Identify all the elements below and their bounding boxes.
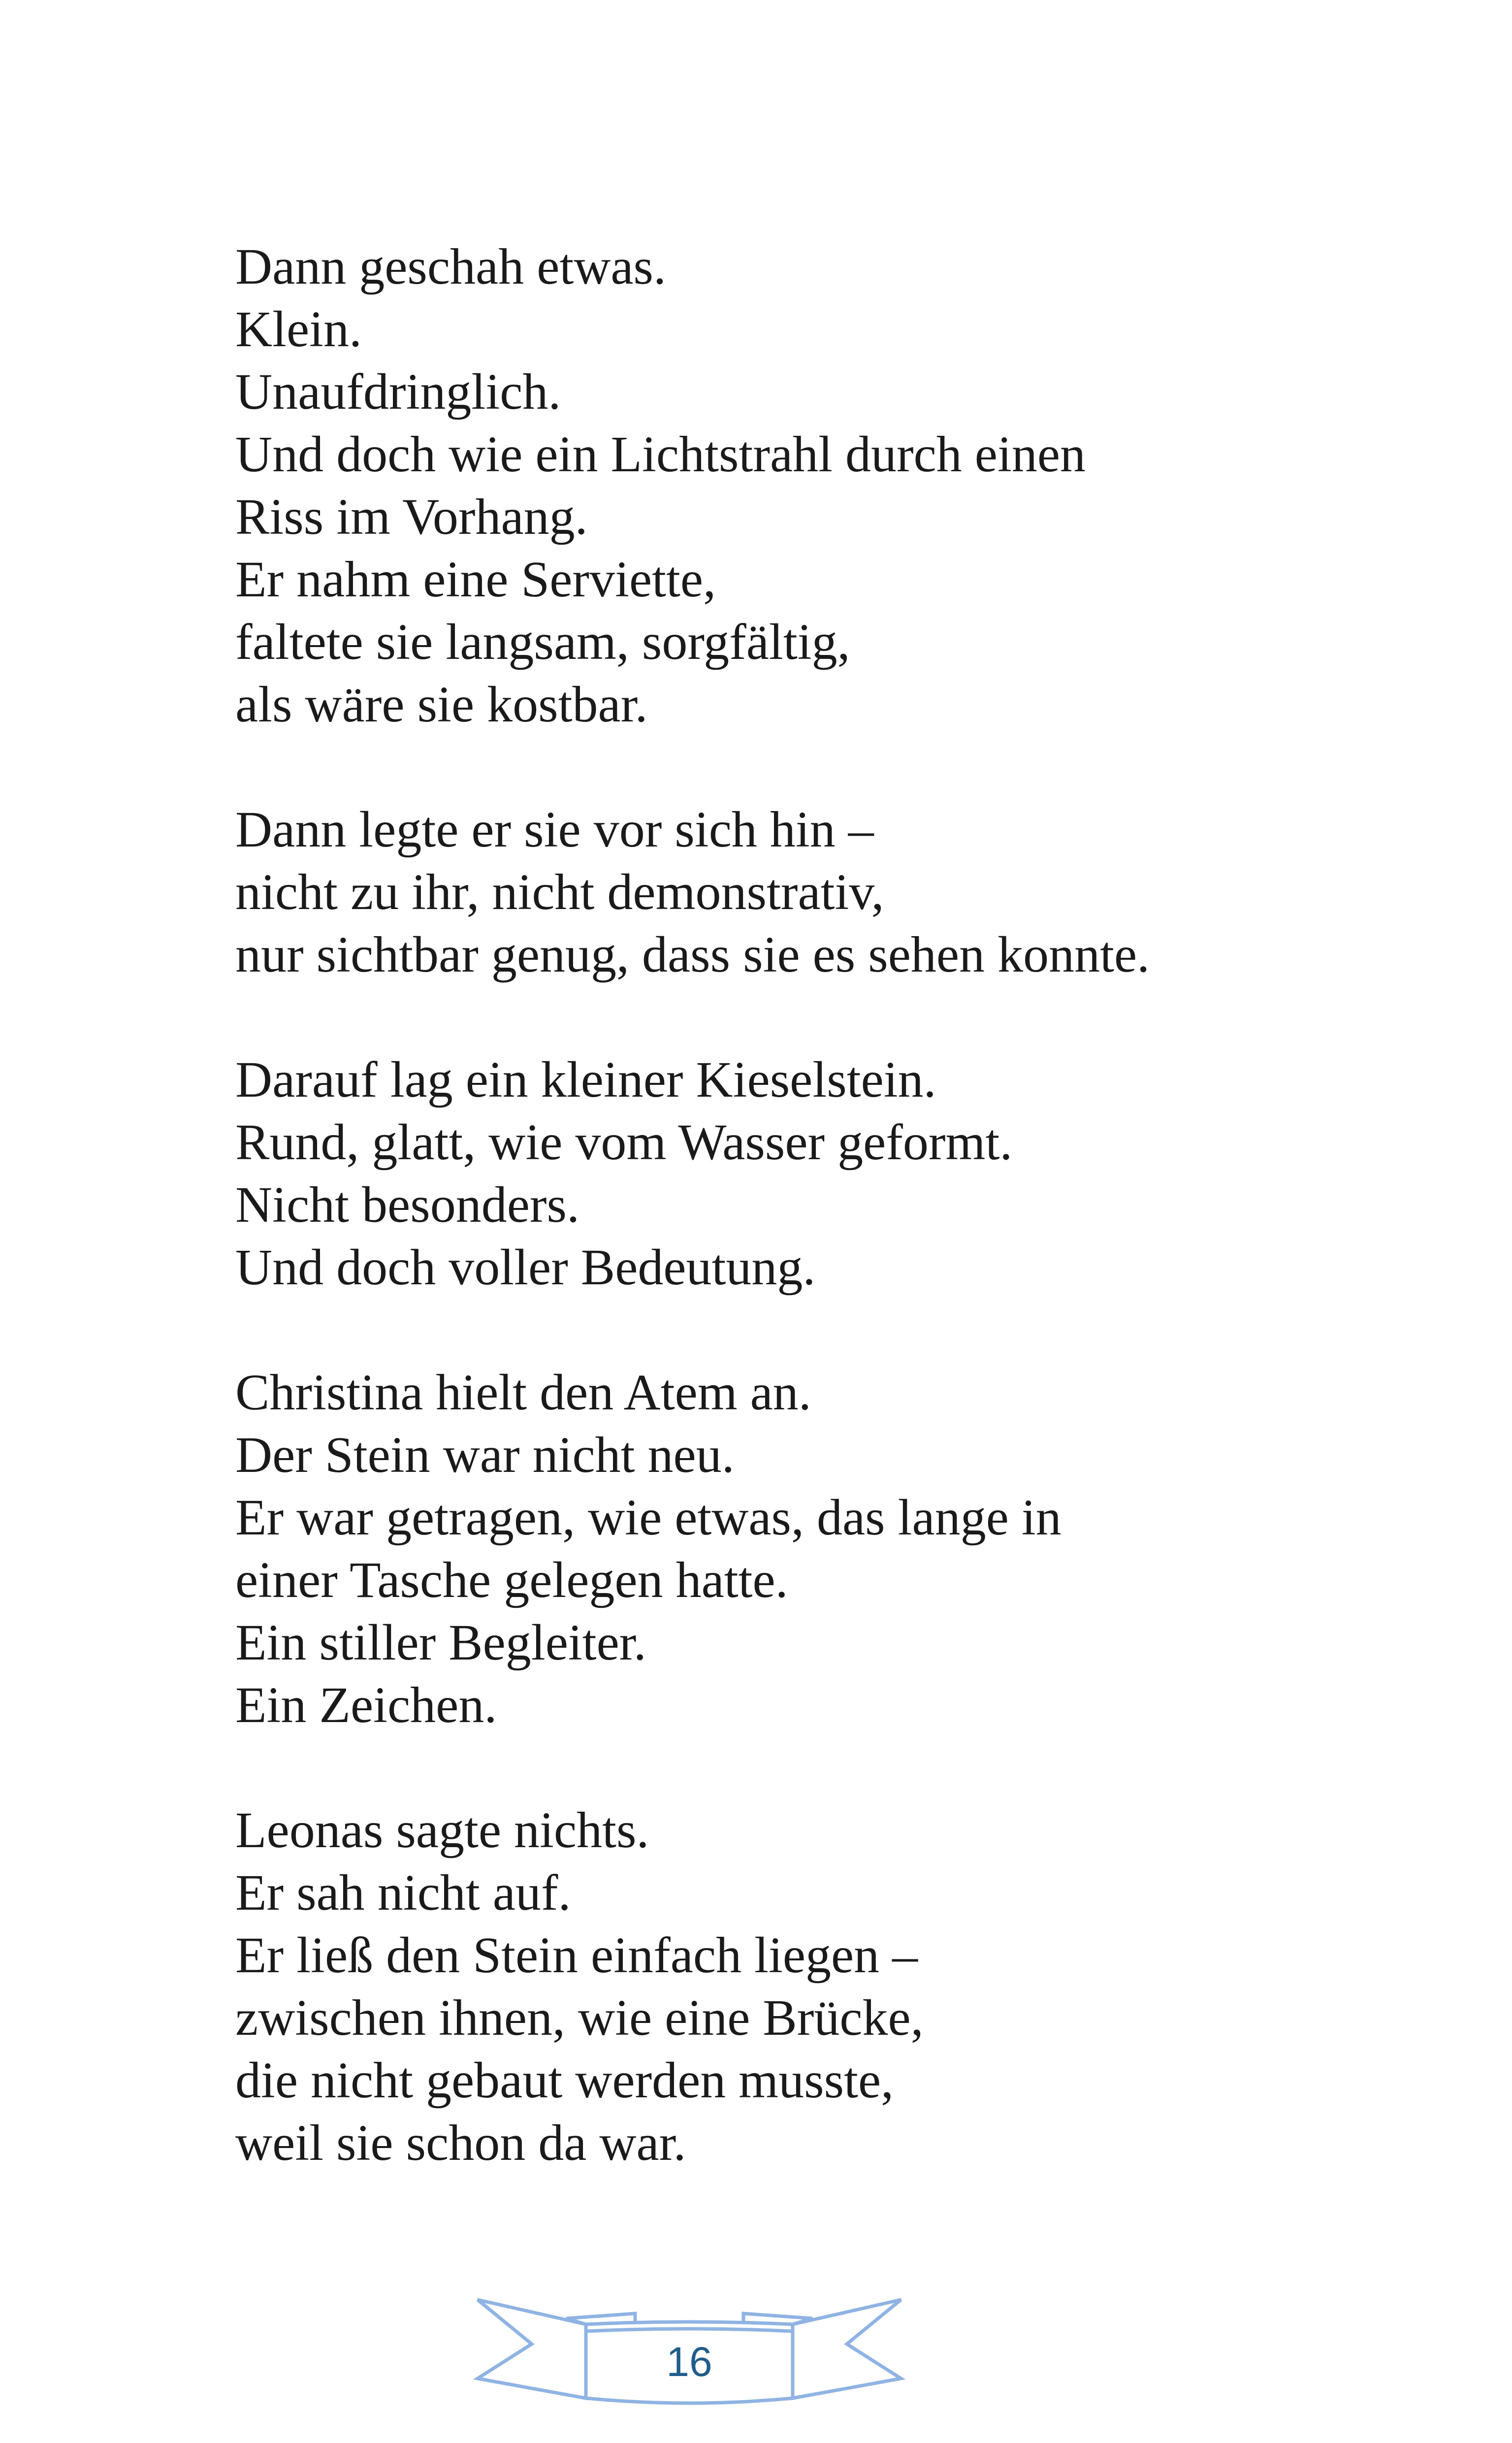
- text-line: Ein Zeichen.: [235, 1677, 497, 1733]
- text-line: Nicht besonders.: [235, 1176, 579, 1233]
- page-number: 16: [666, 2339, 712, 2385]
- text-line: nicht zu ihr, nicht demonstrativ,: [235, 864, 884, 920]
- text-line: zwischen ihnen, wie eine Brücke,: [235, 1989, 924, 2046]
- page-number-ribbon: [473, 2290, 906, 2416]
- stanza-4: [235, 1361, 1442, 1736]
- text-line: einer Tasche gelegen hatte.: [235, 1552, 788, 1608]
- text-line: die nicht gebaut werden musste,: [235, 2052, 894, 2109]
- text-line: Christina hielt den Atem an.: [235, 1364, 811, 1421]
- text-line: Er war getragen, wie etwas, das lange in: [235, 1489, 1062, 1546]
- text-line: Ein stiller Begleiter.: [235, 1614, 646, 1671]
- text-line: faltete sie langsam, sorgfältig,: [235, 614, 850, 670]
- text-line: Dann geschah etwas.: [235, 238, 667, 295]
- text-line: nur sichtbar genug, dass sie es sehen konnte.: [235, 926, 1150, 983]
- ribbon-right-tail: [793, 2300, 901, 2398]
- stanza-1: [235, 235, 1442, 736]
- text-line: Darauf lag ein kleiner Kieselstein.: [235, 1051, 936, 1108]
- ribbon-left-tail: [478, 2300, 586, 2398]
- poem-text: [235, 235, 1442, 2174]
- text-line: als wäre sie kostbar.: [235, 676, 648, 733]
- text-line: Und doch voller Bedeutung.: [235, 1239, 816, 1296]
- text-line: Er ließ den Stein einfach liegen –: [235, 1927, 918, 1984]
- text-line: Leonas sagte nichts.: [235, 1802, 649, 1858]
- text-line: Er nahm eine Serviette,: [235, 551, 716, 608]
- stanza-2: [235, 798, 1442, 986]
- text-line: Und doch wie ein Lichtstrahl durch einen: [235, 426, 1086, 483]
- text-line: Rund, glatt, wie vom Wasser geformt.: [235, 1114, 1013, 1171]
- text-line: weil sie schon da war.: [235, 2115, 686, 2171]
- text-line: Klein.: [235, 301, 362, 358]
- text-line: Dann legte er sie vor sich hin –: [235, 801, 874, 858]
- stanza-5: [235, 1799, 1442, 2174]
- text-line: Riss im Vorhang.: [235, 489, 588, 545]
- text-line: Er sah nicht auf.: [235, 1864, 571, 1921]
- text-line: Der Stein war nicht neu.: [235, 1427, 735, 1483]
- text-line: Unaufdringlich.: [235, 363, 561, 420]
- stanza-3: [235, 1048, 1442, 1299]
